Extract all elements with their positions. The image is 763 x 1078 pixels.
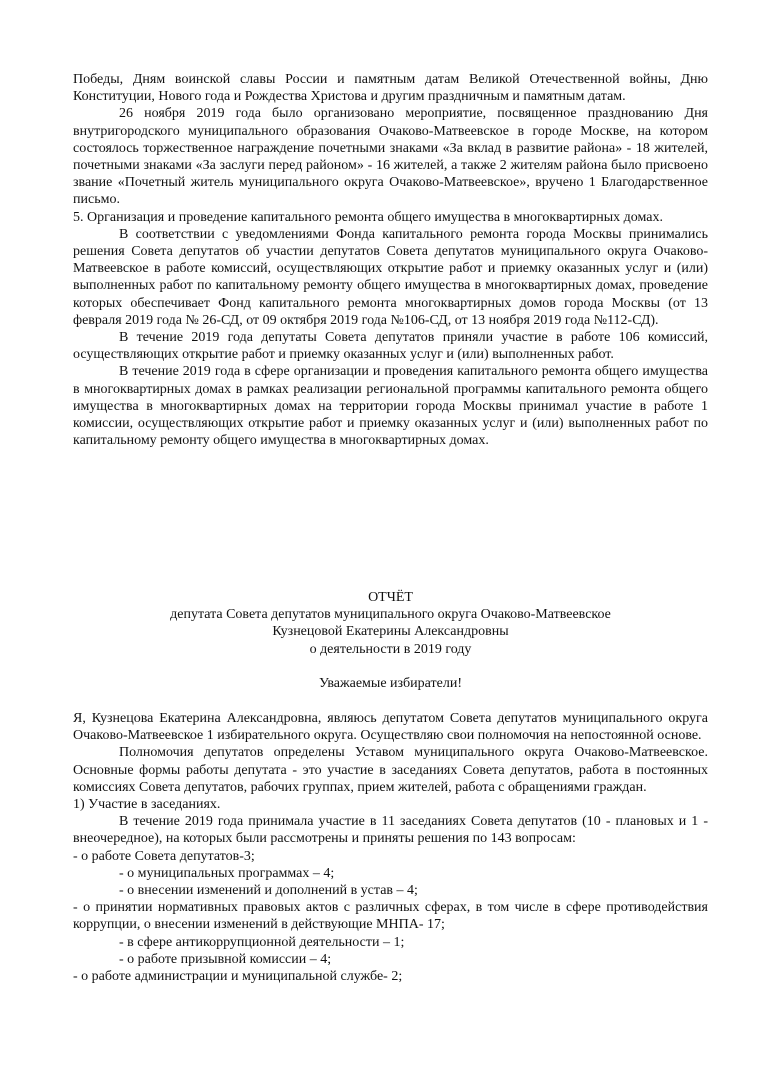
paragraph-powers: Полномочия депутатов определены Уставом муниципального округа Очаково-Матвеевское. Основные формы работы депутата - это участие в заседаниях Совета депутатов, работа в постоянных комиссиях Совета депутатов, рабочих группах, прием жителей, работа с обращениями граждан. bbox=[73, 745, 708, 795]
list-item: - о работе призывной комиссии – 4; bbox=[119, 951, 332, 967]
section-report-body bbox=[73, 710, 708, 985]
list-item: - в сфере антикоррупционной деятельности – 1; bbox=[119, 934, 405, 950]
heading-capital-repair: 5. Организация и проведение капитального ремонта общего имущества в многоквартирных домах. bbox=[73, 209, 663, 225]
paragraph-commissions-106: В течение 2019 года депутаты Совета депутатов приняли участие в работе 106 комиссий, осуществляющих открытие работ и приемку оказанных услуг и (или) выполненных работ. bbox=[73, 330, 708, 363]
paragraph-fund-notices: В соответствии с уведомлениями Фонда капитального ремонта города Москвы принимались решения Совета депутатов об участии депутатов Совета депутатов муниципального округа Очаково-Матвеевское в работе комиссий, осуществляющих открытие работ и приемку оказанных услуг и (или) выполненных работ по капитальному ремонту общего имущества в многоквартирных домах, проведение которых обеспечивает Фонд капитального ремонта многоквартирных домов города Москвы (от 13 февраля 2019 года № 26-СД, от 09 октября 2019 года №106-СД, от 13 ноября 2019 года №112-СД). bbox=[73, 226, 708, 328]
list-item: - о работе администрации и муниципальной службе- 2; bbox=[73, 969, 403, 985]
report-subtitle-line2: Кузнецовой Екатерины Александровны bbox=[272, 624, 509, 640]
paragraph-meetings: В течение 2019 года принимала участие в 11 заседаниях Совета депутатов (10 - плановых и 1 - внеочередное), на которых были рассмотрены и приняты решения по 143 вопросам: bbox=[73, 814, 708, 847]
list-item: - о работе Совета депутатов-3; bbox=[73, 848, 255, 864]
list-item: - о принятии нормативных правовых актов с различных сферах, в том числе в сфере противодействия коррупции, о внесении изменений в действующие МНПА- 17; bbox=[73, 900, 708, 933]
paragraph-district-day: 26 ноября 2019 года было организовано мероприятие, посвященное празднованию Дня внутригородского муниципального образования Очаково-Матвеевское в городе Москве, на котором состоялось торжественное награждение почетными знаками «За вклад в развитие района» - 18 жителей, почетными знаками «За заслуги перед районом» - 16 жителей, а также 2 жителям района было присвоено звание «Почетный житель муниципального округа Очаково-Матвеевское», вручено 1 Благодарственное письмо. bbox=[73, 106, 708, 208]
report-title: ОТЧЁТ bbox=[368, 590, 413, 605]
section-continuation bbox=[73, 71, 708, 449]
paragraph-intro: Я, Кузнецова Екатерина Александровна, являюсь депутатом Совета депутатов муниципального округа Очаково-Матвеевское 1 избирательного округа. Осуществляю свои полномочия на непостоянной основе. bbox=[73, 711, 708, 744]
heading-meetings: 1) Участие в заседаниях. bbox=[73, 797, 221, 813]
report-subtitle-line3: о деятельности в 2019 году bbox=[309, 641, 472, 657]
paragraph-holidays: Победы, Дням воинской славы России и памятным датам Великой Отечественной войны, Дню Конституции, Нового года и Рождества Христова и другим праздничным и памятным датам. bbox=[73, 72, 708, 105]
list-item: - о муниципальных программах – 4; bbox=[119, 865, 335, 881]
report-header bbox=[73, 589, 708, 692]
greeting: Уважаемые избиратели! bbox=[318, 675, 462, 691]
list-item: - о внесении изменений и дополнений в устав – 4; bbox=[119, 883, 418, 899]
paragraph-regional-program: В течение 2019 года в сфере организации и проведения капитального ремонта общего имущества в многоквартирных домах в рамках реализации региональной программы капитального ремонта общего имущества в многоквартирных домах на территории города Москвы принимал участие в работе 1 комиссии, осуществляющих открытие работ и приемку оказанных услуг и (или) выполненных работ по капитальному ремонту общего имущества в многоквартирных домах. bbox=[73, 364, 708, 449]
report-subtitle-line1: депутата Совета депутатов муниципального округа Очаково-Матвеевское bbox=[170, 607, 611, 623]
